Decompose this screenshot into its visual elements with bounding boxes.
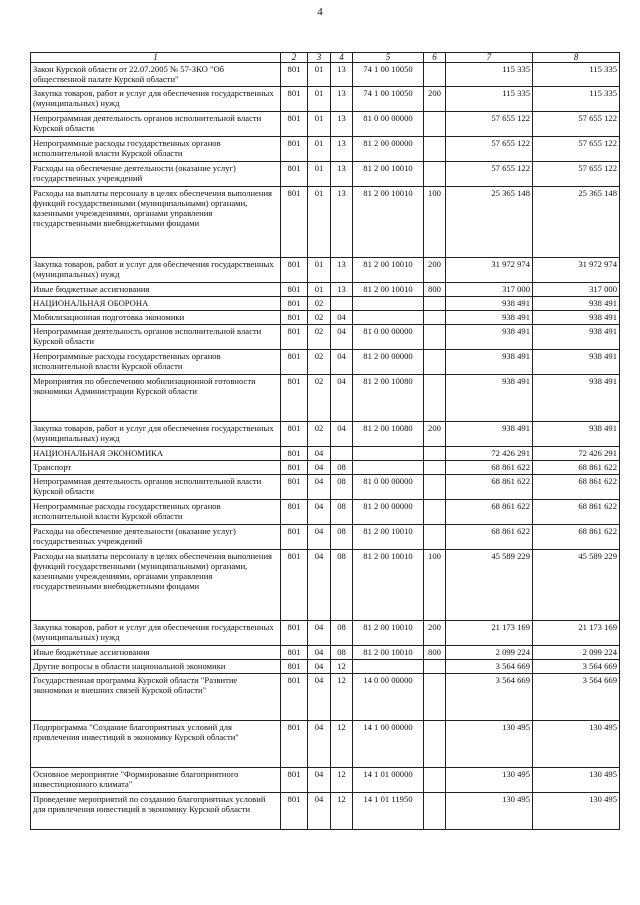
amount-year-2: 45 589 229 [533,550,620,621]
amount-year-1: 25 365 148 [446,187,533,258]
target-article-code: 81 0 00 00000 [353,112,424,137]
table-row [31,187,620,258]
subsection-code: 04 [331,375,353,422]
amount-year-1: 130 495 [446,721,533,768]
target-article-code: 74 1 00 10050 [353,63,424,87]
target-article-code [353,660,424,674]
page-number: 4 [317,6,323,18]
ministry-code: 801 [281,325,308,350]
ministry-code: 801 [281,674,308,721]
expense-item-name: Расходы на выплаты персоналу в целях обеспечения выполнения функций государственными (муниципальными) органами, казенными учреждениями, органами управления государственными внебюджетными фондами [31,550,281,621]
table-row [31,674,620,721]
subsection-code: 04 [331,422,353,447]
expense-type-code [424,793,446,830]
section-code: 04 [308,674,331,721]
section-code: 04 [308,525,331,550]
section-code: 04 [308,768,331,793]
expense-type-code [424,660,446,674]
expense-type-code: 800 [424,283,446,297]
section-code: 02 [308,422,331,447]
ministry-code: 801 [281,768,308,793]
subsection-code: 13 [331,283,353,297]
target-article-code [353,297,424,311]
expense-type-code: 100 [424,550,446,621]
amount-year-1: 938 491 [446,422,533,447]
target-article-code [353,447,424,461]
target-article-code: 14 1 00 00000 [353,721,424,768]
expense-item-name: Иные бюджетные ассигнования [31,283,281,297]
expense-type-code: 200 [424,87,446,112]
table-row [31,325,620,350]
table-row [31,63,620,87]
table-row [31,768,620,793]
subsection-code: 12 [331,660,353,674]
expense-item-name: Закупка товаров, работ и услуг для обеспечения государственных (муниципальных) нужд [31,258,281,283]
amount-year-1: 3 564 669 [446,660,533,674]
amount-year-2: 57 655 122 [533,112,620,137]
ministry-code: 801 [281,550,308,621]
amount-year-2: 21 173 169 [533,621,620,646]
target-article-code: 81 2 00 10010 [353,162,424,187]
amount-year-2: 317 000 [533,283,620,297]
amount-year-1: 45 589 229 [446,550,533,621]
ministry-code: 801 [281,350,308,375]
ministry-code: 801 [281,297,308,311]
expense-item-name: Мероприятия по обеспечению мобилизационной готовности экономики Администрации Курской области [31,375,281,422]
column-number: 6 [424,53,446,63]
table-row [31,525,620,550]
column-number: 4 [331,53,353,63]
ministry-code: 801 [281,447,308,461]
amount-year-2: 938 491 [533,297,620,311]
section-code: 04 [308,500,331,525]
section-code: 02 [308,325,331,350]
ministry-code: 801 [281,660,308,674]
subsection-code: 04 [331,325,353,350]
expense-type-code [424,461,446,475]
target-article-code: 14 1 01 11950 [353,793,424,830]
expense-item-name: Другие вопросы в области национальной экономики [31,660,281,674]
target-article-code: 81 2 00 00000 [353,500,424,525]
table-row [31,461,620,475]
table-row [31,660,620,674]
amount-year-2: 68 861 622 [533,525,620,550]
column-number: 2 [281,53,308,63]
expense-type-code: 200 [424,422,446,447]
target-article-code [353,461,424,475]
amount-year-2: 25 365 148 [533,187,620,258]
target-article-code: 14 1 01 00000 [353,768,424,793]
expense-item-name: Проведение мероприятий по созданию благоприятных условий для привлечения инвестиций в экономику Курской области [31,793,281,830]
target-article-code: 81 2 00 10010 [353,283,424,297]
section-code: 02 [308,311,331,325]
expense-item-name: Непрограммные расходы государственных органов исполнительной власти Курской области [31,137,281,162]
ministry-code: 801 [281,461,308,475]
amount-year-1: 938 491 [446,325,533,350]
amount-year-1: 317 000 [446,283,533,297]
ministry-code: 801 [281,793,308,830]
expense-type-code: 200 [424,621,446,646]
ministry-code: 801 [281,525,308,550]
expense-item-name: Непрограммная деятельность органов исполнительной власти Курской области [31,325,281,350]
section-code: 04 [308,660,331,674]
table-row [31,87,620,112]
amount-year-2: 938 491 [533,311,620,325]
ministry-code: 801 [281,422,308,447]
subsection-code: 13 [331,162,353,187]
section-code: 04 [308,475,331,500]
expense-item-name: НАЦИОНАЛЬНАЯ ОБОРОНА [31,297,281,311]
subsection-code: 12 [331,793,353,830]
amount-year-2: 938 491 [533,325,620,350]
table-row [31,793,620,830]
subsection-code: 04 [331,350,353,375]
subsection-code: 13 [331,112,353,137]
subsection-code: 08 [331,621,353,646]
table-row [31,297,620,311]
expense-item-name: Непрограммная деятельность органов исполнительной власти Курской области [31,475,281,500]
expense-item-name: Непрограммные расходы государственных органов исполнительной власти Курской области [31,500,281,525]
expense-type-code [424,674,446,721]
target-article-code: 81 2 00 00000 [353,350,424,375]
amount-year-1: 31 972 974 [446,258,533,283]
amount-year-1: 938 491 [446,311,533,325]
amount-year-1: 21 173 169 [446,621,533,646]
expense-type-code: 100 [424,187,446,258]
column-number: 8 [533,53,620,63]
table-row [31,283,620,297]
amount-year-2: 3 564 669 [533,660,620,674]
amount-year-1: 115 335 [446,63,533,87]
amount-year-1: 57 655 122 [446,162,533,187]
subsection-code: 08 [331,550,353,621]
section-code: 04 [308,793,331,830]
section-code: 04 [308,721,331,768]
table-row [31,422,620,447]
ministry-code: 801 [281,63,308,87]
expense-item-name: НАЦИОНАЛЬНАЯ ЭКОНОМИКА [31,447,281,461]
expense-type-code [424,500,446,525]
expense-type-code [424,525,446,550]
ministry-code: 801 [281,137,308,162]
target-article-code: 81 2 00 10010 [353,187,424,258]
section-code: 04 [308,447,331,461]
expense-type-code [424,63,446,87]
expense-item-name: Основное мероприятие "Формирование благоприятного инвестиционного климата" [31,768,281,793]
table-row [31,311,620,325]
section-code: 04 [308,646,331,660]
amount-year-2: 130 495 [533,768,620,793]
ministry-code: 801 [281,258,308,283]
table-row [31,500,620,525]
amount-year-2: 3 564 669 [533,674,620,721]
target-article-code: 81 2 00 10010 [353,646,424,660]
subsection-code: 08 [331,525,353,550]
amount-year-2: 115 335 [533,63,620,87]
table-row [31,721,620,768]
expense-type-code [424,768,446,793]
ministry-code: 801 [281,162,308,187]
target-article-code: 81 0 00 00000 [353,325,424,350]
ministry-code: 801 [281,475,308,500]
target-article-code: 81 2 00 10010 [353,621,424,646]
section-code: 01 [308,63,331,87]
amount-year-2: 57 655 122 [533,162,620,187]
section-code: 01 [308,87,331,112]
target-article-code: 81 2 00 10010 [353,258,424,283]
table-row [31,550,620,621]
subsection-code: 13 [331,187,353,258]
amount-year-1: 57 655 122 [446,137,533,162]
section-code: 02 [308,297,331,311]
subsection-code: 12 [331,674,353,721]
amount-year-2: 57 655 122 [533,137,620,162]
expense-type-code [424,137,446,162]
expense-type-code [424,721,446,768]
ministry-code: 801 [281,621,308,646]
amount-year-2: 938 491 [533,422,620,447]
table-row [31,646,620,660]
amount-year-1: 938 491 [446,350,533,375]
target-article-code: 81 2 00 10080 [353,375,424,422]
amount-year-2: 130 495 [533,721,620,768]
amount-year-1: 68 861 622 [446,525,533,550]
section-code: 01 [308,112,331,137]
ministry-code: 801 [281,375,308,422]
expense-item-name: Расходы на обеспечение деятельности (оказание услуг) государственных учреждений [31,162,281,187]
amount-year-1: 130 495 [446,768,533,793]
section-code: 01 [308,137,331,162]
amount-year-1: 72 426 291 [446,447,533,461]
subsection-code: 08 [331,646,353,660]
target-article-code: 81 0 00 00000 [353,475,424,500]
subsection-code: 08 [331,461,353,475]
subsection-code: 13 [331,87,353,112]
amount-year-1: 57 655 122 [446,112,533,137]
expense-item-name: Транспорт [31,461,281,475]
table-row [31,112,620,137]
amount-year-2: 68 861 622 [533,461,620,475]
amount-year-2: 68 861 622 [533,475,620,500]
column-number: 7 [446,53,533,63]
amount-year-1: 68 861 622 [446,475,533,500]
section-code: 04 [308,461,331,475]
expense-item-name: Непрограммные расходы государственных органов исполнительной власти Курской области [31,350,281,375]
column-number-row [31,53,620,63]
subsection-code: 13 [331,137,353,162]
target-article-code: 81 2 00 00000 [353,137,424,162]
ministry-code: 801 [281,283,308,297]
expense-item-name: Иные бюджетные ассигнования [31,646,281,660]
section-code: 02 [308,375,331,422]
expense-type-code [424,297,446,311]
table-row [31,258,620,283]
ministry-code: 801 [281,311,308,325]
subsection-code: 08 [331,475,353,500]
section-code: 01 [308,162,331,187]
expense-type-code [424,447,446,461]
expense-item-name: Расходы на выплаты персоналу в целях обеспечения выполнения функций государственными (муниципальными) органами, казенными учреждениями, органами управления государственными внебюджетными фондами [31,187,281,258]
section-code: 01 [308,283,331,297]
expense-item-name: Непрограммная деятельность органов исполнительной власти Курской области [31,112,281,137]
subsection-code: 08 [331,500,353,525]
amount-year-2: 130 495 [533,793,620,830]
column-number: 1 [31,53,281,63]
ministry-code: 801 [281,187,308,258]
expense-item-name: Закупка товаров, работ и услуг для обеспечения государственных (муниципальных) нужд [31,422,281,447]
amount-year-2: 68 861 622 [533,500,620,525]
expense-type-code [424,475,446,500]
subsection-code: 13 [331,63,353,87]
amount-year-1: 938 491 [446,375,533,422]
section-code: 04 [308,621,331,646]
ministry-code: 801 [281,87,308,112]
ministry-code: 801 [281,112,308,137]
table-row [31,375,620,422]
expense-type-code [424,162,446,187]
expense-item-name: Закупка товаров, работ и услуг для обеспечения государственных (муниципальных) нужд [31,621,281,646]
section-code: 01 [308,258,331,283]
target-article-code: 14 0 00 00000 [353,674,424,721]
table-row [31,162,620,187]
expense-type-code [424,311,446,325]
table-row [31,475,620,500]
target-article-code: 74 1 00 10050 [353,87,424,112]
subsection-code: 04 [331,311,353,325]
expense-type-code: 200 [424,258,446,283]
expense-item-name: Закупка товаров, работ и услуг для обеспечения государственных (муниципальных) нужд [31,87,281,112]
amount-year-2: 31 972 974 [533,258,620,283]
amount-year-1: 938 491 [446,297,533,311]
amount-year-1: 3 564 669 [446,674,533,721]
amount-year-2: 2 099 224 [533,646,620,660]
table-row [31,137,620,162]
amount-year-1: 130 495 [446,793,533,830]
table-row [31,447,620,461]
amount-year-1: 2 099 224 [446,646,533,660]
amount-year-2: 72 426 291 [533,447,620,461]
subsection-code [331,447,353,461]
amount-year-1: 68 861 622 [446,461,533,475]
expense-item-name: Государственная программа Курской области "Развитие экономики и внешних связей Курской области" [31,674,281,721]
column-number: 3 [308,53,331,63]
subsection-code: 12 [331,768,353,793]
ministry-code: 801 [281,646,308,660]
column-number: 5 [353,53,424,63]
table-row [31,350,620,375]
section-code: 04 [308,550,331,621]
expense-type-code [424,325,446,350]
subsection-code: 13 [331,258,353,283]
amount-year-2: 115 335 [533,87,620,112]
budget-table [30,52,620,830]
expense-item-name: Подпрограмма "Создание благоприятных условий для привлечения инвестиций в экономику Курской области" [31,721,281,768]
target-article-code: 81 2 00 10010 [353,550,424,621]
target-article-code: 81 2 00 10010 [353,525,424,550]
subsection-code [331,297,353,311]
target-article-code: 81 2 00 10080 [353,422,424,447]
target-article-code [353,311,424,325]
expense-item-name: Расходы на обеспечение деятельности (оказание услуг) государственных учреждений [31,525,281,550]
expense-type-code [424,350,446,375]
ministry-code: 801 [281,500,308,525]
table-row [31,621,620,646]
amount-year-1: 68 861 622 [446,500,533,525]
amount-year-2: 938 491 [533,375,620,422]
expense-type-code [424,375,446,422]
amount-year-1: 115 335 [446,87,533,112]
section-code: 02 [308,350,331,375]
expense-type-code [424,112,446,137]
expense-item-name: Мобилизационная подготовка экономики [31,311,281,325]
section-code: 01 [308,187,331,258]
expense-item-name: Закон Курской области от 22.07.2005 № 57-ЗКО "Об общественной палате Курской области" [31,63,281,87]
amount-year-2: 938 491 [533,350,620,375]
expense-type-code: 800 [424,646,446,660]
subsection-code: 12 [331,721,353,768]
ministry-code: 801 [281,721,308,768]
